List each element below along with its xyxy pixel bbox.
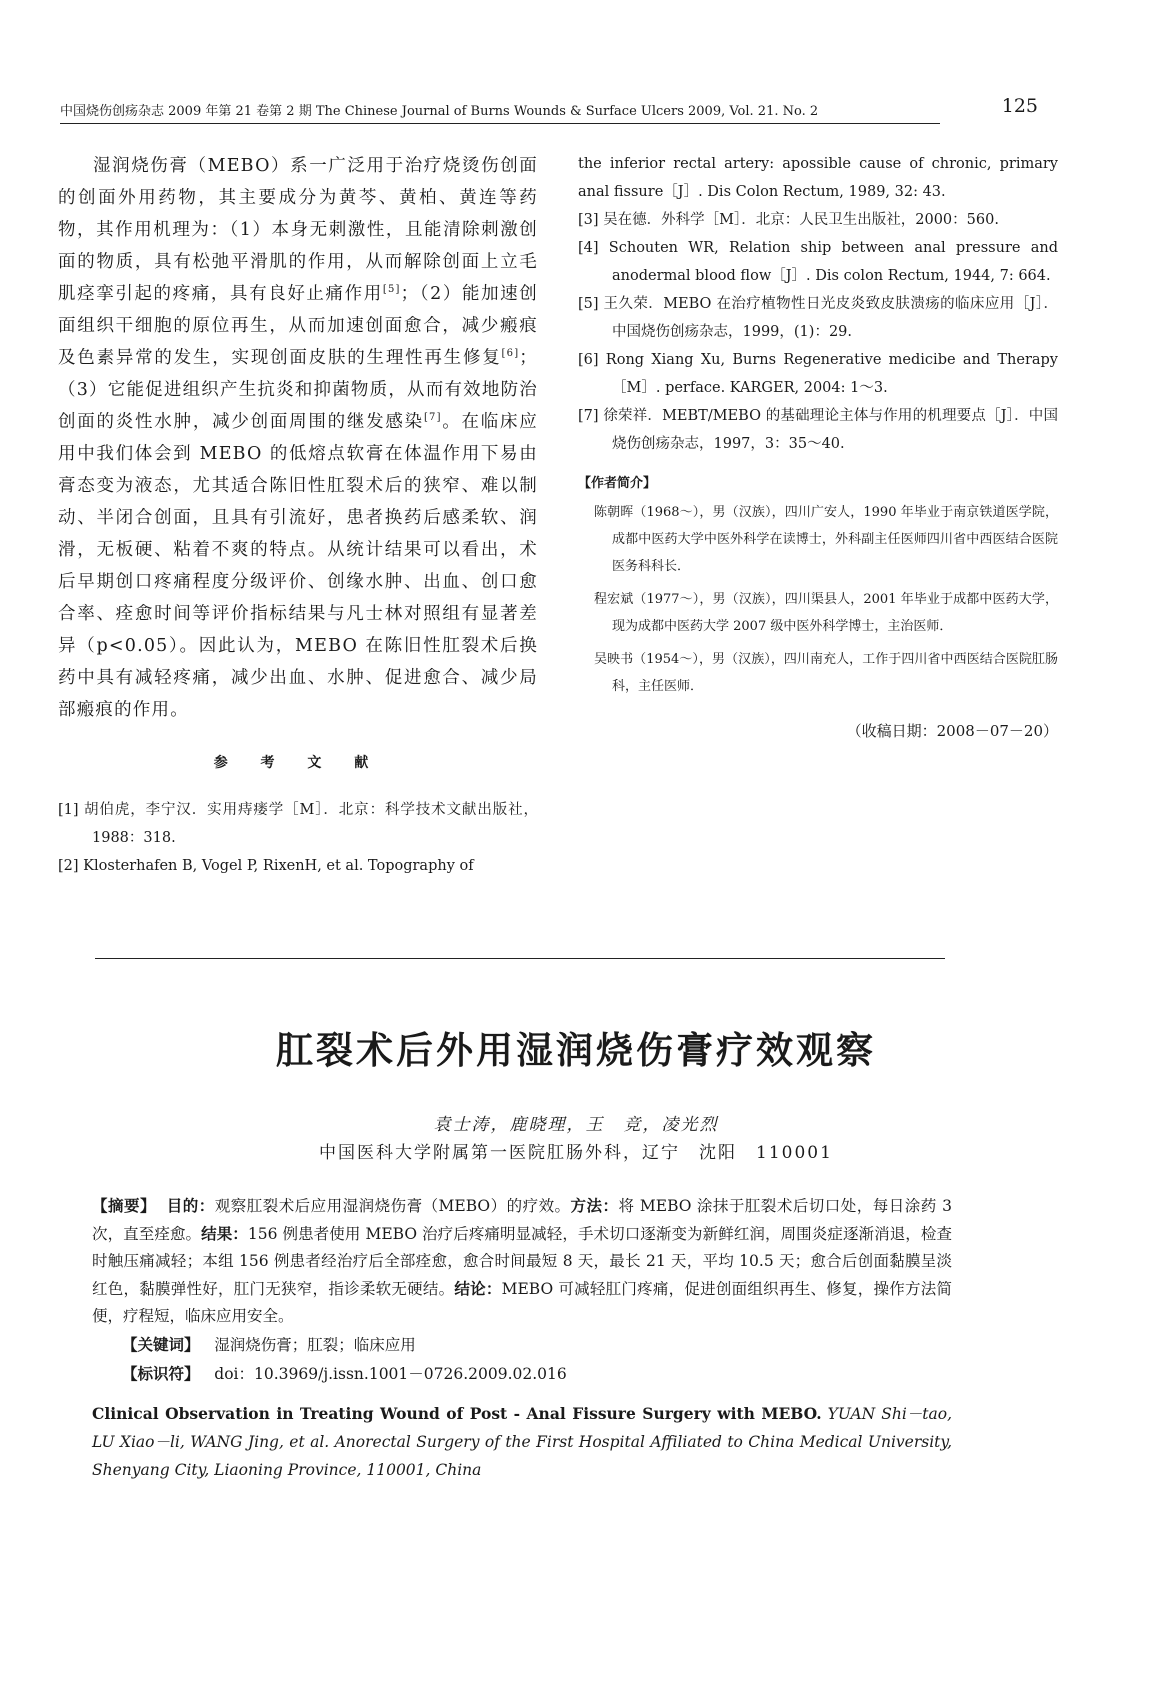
english-title-block: [92, 1400, 952, 1484]
author-bio-2: 程宏斌（1977～），男（汉族），四川渠县人，2001 年毕业于成都中医药大学，现为成都中医药大学 2007 级中医外科学博士，主治医师．: [594, 592, 1058, 634]
article-affiliation: 中国医科大学附属第一医院肛肠外科，辽宁 沈阳 110001: [319, 1143, 833, 1163]
citation-7: [7]: [423, 412, 442, 424]
aim-label: 目的：: [166, 1196, 215, 1215]
running-head: 中国烧伤创疡杂志 2009 年第 21 卷第 2 期 The Chinese Journal of Burns Wounds & Surface Ulcers 2009, Vol. 21. No. 2: [60, 104, 819, 119]
article-title: 肛裂术后外用湿润烧伤膏疗效观察: [276, 1029, 876, 1072]
method-text: 将 MEBO 涂抹于肛裂术后切口处，每日涂药 3 次，直至痊愈。: [92, 1197, 952, 1243]
author-bio-heading: 【作者简介】: [578, 476, 657, 491]
conclusion-text: MEBO 可减轻肛门疼痛，促进创面组织再生、修复，操作方法简便，疗程短，临床应用安全。: [92, 1280, 952, 1325]
reference-5: [5] 王久荣．MEBO 在治疗植物性日光皮炎致皮肤溃疡的临床应用［J］．中国烧伤创疡杂志，1999，(1)：29.: [578, 296, 1058, 340]
result-text: 156 例患者使用 MEBO 治疗后疼痛明显减轻，手术切口逐渐变为新鲜红润，周围炎症逐渐消退，检查时触压痛减轻；本组 156 例患者经治疗后全部痊愈，愈合时间最短 8 天，最长 21 天，平均 10.5 天；愈合后创面黏膜呈淡红色，黏膜弹性好，肛门无狭窄，指诊柔软无硬结。: [92, 1225, 952, 1298]
keywords-label: 【关键词】: [122, 1336, 200, 1354]
discussion-text-a: 湿润烧伤膏（MEBO）系一广泛用于治疗烧烫伤创面的创面外用药物，其主要成分为黄芩、黄柏、黄连等药物，其作用机理为：（1）本身无刺激性，且能清除刺激创面的物质，具有松弛平滑肌的作用，从而解除创面上立毛肌痉挛引起的疼痛，具有良好止痛作用: [58, 156, 538, 304]
reference-7: [7] 徐荣祥．MEBT/MEBO 的基础理论主体与作用的机理要点［J］．中国烧伤创疡杂志，1997，3：35～40.: [578, 408, 1058, 452]
citation-5: [5]: [382, 284, 401, 296]
article-authors: 袁士涛，鹿晓理，王 竞，凌光烈: [433, 1115, 719, 1135]
received-date: （收稿日期：2008－07－20）: [846, 722, 1058, 740]
discussion-text-b: ；（2）能加速创面组织干细胞的原位再生，从而加速创面愈合，减少瘢痕及色素异常的发生，实现创面皮肤的生理性再生修复: [58, 284, 538, 368]
reference-3: [3] 吴在德．外科学［M］．北京：人民卫生出版社，2000：560.: [578, 212, 999, 228]
keywords-line: [92, 1332, 952, 1359]
discussion-text-d: 。在临床应用中我们体会到 MEBO 的低熔点软膏在体温作用下易由膏态变为液态，尤其适合陈旧性肛裂术后的狭窄、难以制动、半闭合创面，且具有引流好，患者换药后感柔软、润滑，无板硬、粘着不爽的特点。从统计结果可以看出，术后早期创口疼痛程度分级评价、创缘水肿、出血、创口愈合率、痊愈时间等评价指标结果与凡士林对照组有显著差异（p<0.05）。因此认为，MEBO 在陈旧性肛裂术后换药中具有减轻疼痛，减少出血、水肿、促进愈合、减少局部瘢痕的作用。: [58, 412, 538, 720]
abstract-body: [92, 1192, 952, 1330]
left-column: [58, 150, 538, 880]
aim-text: 观察肛裂术后应用湿润烧伤膏（MEBO）的疗效。: [214, 1197, 571, 1215]
identifier-label: 【标识符】: [122, 1365, 200, 1383]
chinese-abstract: [92, 1192, 952, 1388]
abstract-label: 【摘要】: [92, 1197, 156, 1215]
article-divider: [95, 958, 945, 959]
references-heading: 参 考 文 献: [213, 755, 383, 771]
header-rule: [60, 123, 940, 124]
right-column: [578, 150, 1058, 741]
author-bio-1: 陈朝晖（1968～），男（汉族），四川广安人，1990 年毕业于南京铁道医学院，成都中医药大学中医外科学在读博士，外科副主任医师四川省中西医结合医院医务科科长．: [594, 505, 1058, 574]
reference-2-start: [2] Klosterhafen B, Vogel P, RixenH, et al. Topography of: [58, 858, 474, 874]
reference-1: [1] 胡伯虎，李宁汉．实用痔瘘学［M］．北京：科学技术文献出版社，1988：318.: [58, 802, 538, 846]
reference-2-end: the inferior rectal artery: apossible cause of chronic, primary anal fissure［J］. Dis Colon Rectum, 1989, 32: 43.: [578, 156, 1058, 200]
keywords-text: 湿润烧伤膏；肛裂；临床应用: [214, 1336, 416, 1354]
conclusion-label: 结论：: [454, 1279, 502, 1298]
discussion-paragraph: [58, 150, 538, 726]
running-header: [60, 95, 1050, 124]
english-title: Clinical Observation in Treating Wound of Post - Anal Fissure Surgery with MEBO.: [92, 1404, 822, 1423]
english-authors: YUAN Shi－tao, LU Xiao－li, WANG Jing, et al. Anorectal Surgery of the First Hospital Affiliated to China Medical University, Shenyang City, Liaoning Province, 110001, China: [92, 1405, 953, 1479]
doi-text: doi：10.3969/j.issn.1001－0726.2009.02.016: [214, 1365, 567, 1383]
author-bio-3: 吴映书（1954～），男（汉族），四川南充人，工作于四川省中西医结合医院肛肠科，主任医师．: [594, 652, 1058, 694]
result-label: 结果：: [201, 1224, 248, 1243]
citation-6: [6]: [501, 348, 520, 360]
method-label: 方法：: [570, 1196, 619, 1215]
reference-4: [4] Schouten WR, Relation ship between anal pressure and anodermal blood flow［J］. Dis colon Rectum, 1944, 7: 664.: [578, 240, 1058, 284]
identifier-line: [92, 1361, 952, 1388]
reference-6: [6] Rong Xiang Xu, Burns Regenerative medicibe and Therapy［M］. perface. KARGER, 2004: 1～3.: [578, 352, 1058, 396]
page-number: 125: [1001, 95, 1038, 117]
discussion-text-c: ；（3）它能促进组织产生抗炎和抑菌物质，从而有效地防治创面的炎性水肿，减少创面周围的继发感染: [58, 348, 538, 432]
